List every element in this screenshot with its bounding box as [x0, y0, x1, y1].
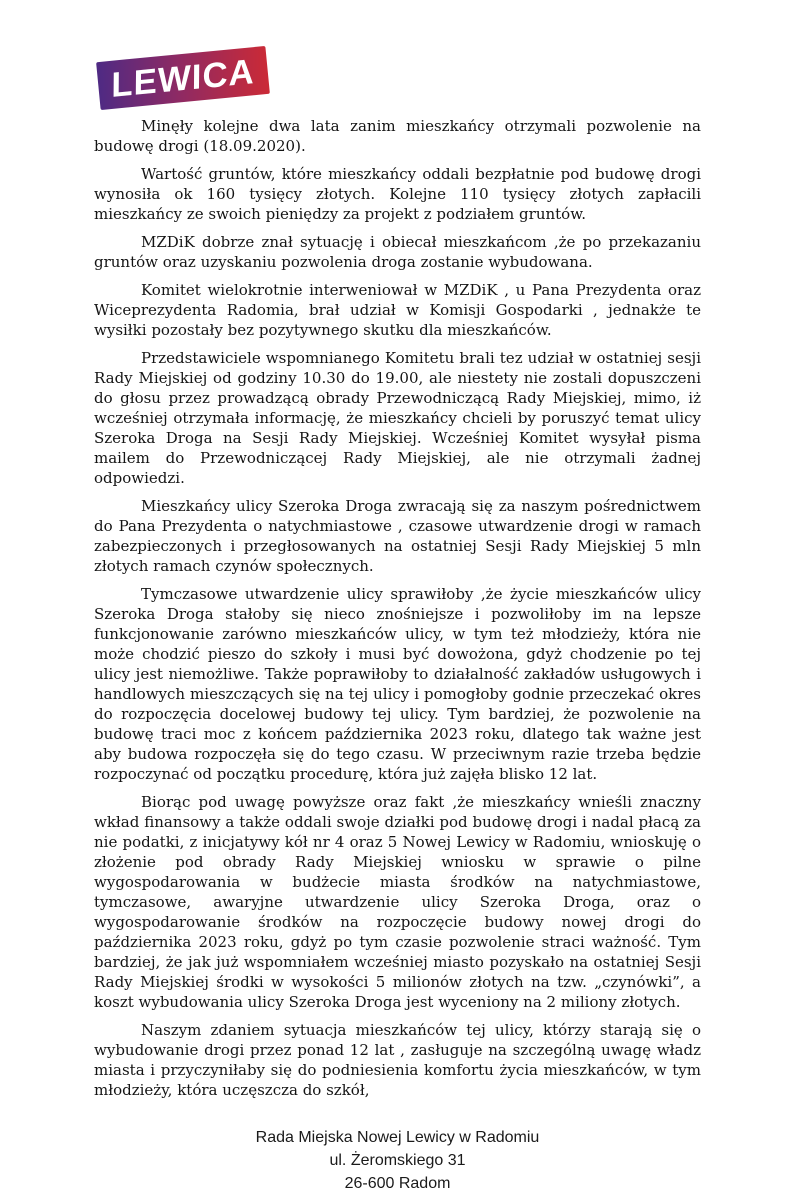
lewica-logo	[96, 46, 270, 110]
footer-street: ul. Żeromskiego 31	[329, 1152, 466, 1169]
paragraph-3: MZDiK dobrze znał sytuację i obiecał mieszkańcom ,że po przekazaniu gruntów oraz uzyskaniu pozwolenia droga zostanie wybudowana.	[94, 233, 701, 271]
paragraph-7: Tymczasowe utwardzenie ulicy sprawiłoby ,że życie mieszkańców ulicy Szeroka Droga stałoby się nieco znośniejsze i pozwoliłoby im na lepsze funkcjonowanie zarówno mieszkańców ulicy, w tym też młodzieży, która nie może chodzić pieszo do szkoły i musi być dowożona, gdyż chodzenie po tej ulicy jest niemożliwe. Także poprawiłoby to działalność zakładów usługowych i handlowych mieszczących się na tej ulicy i pomogłoby godnie przeczekać okres do rozpoczęcia docelowej budowy tej ulicy. Tym bardziej, że pozwolenie na budowę traci moc z końcem października 2023 roku, dlatego tak ważne jest aby budowa rozpoczęła się do tego czasu. W przeciwnym razie trzeba będzie rozpoczynać od początku procedurę, która już zajęła blisko 12 lat.	[94, 585, 701, 783]
paragraph-9: Naszym zdaniem sytuacja mieszkańców tej ulicy, którzy starają się o wybudowanie drogi przez ponad 12 lat , zasługuje na szczególną uwagę władz miasta i przyczyniłaby się do podniesienia komfortu życia mieszkańców, w tym młodzieży, która uczęszcza do szkół,	[94, 1021, 701, 1099]
paragraph-5: Przedstawiciele wspomnianego Komitetu brali tez udział w ostatniej sesji Rady Miejskiej od godziny 10.30 do 19.00, ale niestety nie zostali dopuszczeni do głosu przez prowadzącą obrady Przewodniczącą Rady Miejskiej, mimo, iż wcześniej otrzymała informację, że mieszkańcy chcieli by poruszyć temat ulicy Szeroka Droga na Sesji Rady Miejskiej. Wcześniej Komitet wysyłał pisma mailem do Przewodniczącej Rady Miejskiej, ale nie otrzymali żadnej odpowiedzi.	[94, 349, 701, 487]
paragraph-8: Biorąc pod uwagę powyższe oraz fakt ,że mieszkańcy wnieśli znaczny wkład finansowy a także oddali swoje działki pod budowę drogi i nadal płacą za nie podatki, z inicjatywy kół nr 4 oraz 5 Nowej Lewicy w Radomiu, wnioskuję o złożenie pod obrady Rady Miejskiej wniosku w sprawie o pilne wygospodarowania w budżecie miasta środków na natychmiastowe, tymczasowe, awaryjne utwardzenie ulicy Szeroka Droga, oraz o wygospodarowanie środków na rozpoczęcie budowy nowej drogi do października 2023 roku, gdyż po tym czasie pozwolenie straci ważność. Tym bardziej, że jak już wspomniałem wcześniej miasto pozyskało na ostatniej Sesji Rady Miejskiej środki w wysokości 5 milionów złotych na tzw. „czynówki”, a koszt wybudowania ulicy Szeroka Droga jest wyceniony na 2 miliony złotych.	[94, 793, 701, 1011]
paragraph-2: Wartość gruntów, które mieszkańcy oddali bezpłatnie pod budowę drogi wynosiła ok 160 tysięcy złotych. Kolejne 110 tysięcy złotych zapłacili mieszkańcy ze swoich pieniędzy za projekt z podziałem gruntów.	[94, 165, 701, 223]
footer-organization: Rada Miejska Nowej Lewicy w Radomiu	[255, 1129, 540, 1146]
paragraph-1: Minęły kolejne dwa lata zanim mieszkańcy otrzymali pozwolenie na budowę drogi (18.09.2020).	[94, 117, 701, 155]
lewica-logo-text: LEWICA	[111, 51, 255, 105]
footer-city: 26-600 Radom	[344, 1175, 451, 1192]
letter-body	[94, 116, 701, 1195]
paragraph-6: Mieszkańcy ulicy Szeroka Droga zwracają się za naszym pośrednictwem do Pana Prezydenta o natychmiastowe , czasowe utwardzenie drogi w ramach zabezpieczonych i przegłosowanych na ostatniej Sesji Rady Miejskiej 5 mln złotych ramach czynów społecznych.	[94, 497, 701, 575]
footer-address	[94, 1126, 701, 1195]
paragraph-4: Komitet wielokrotnie interweniował w MZDiK , u Pana Prezydenta oraz Wiceprezydenta Radomia, brał udział w Komisji Gospodarki , jednakże te wysiłki pozostały bez pozytywnego skutku dla mieszkańców.	[94, 281, 701, 339]
